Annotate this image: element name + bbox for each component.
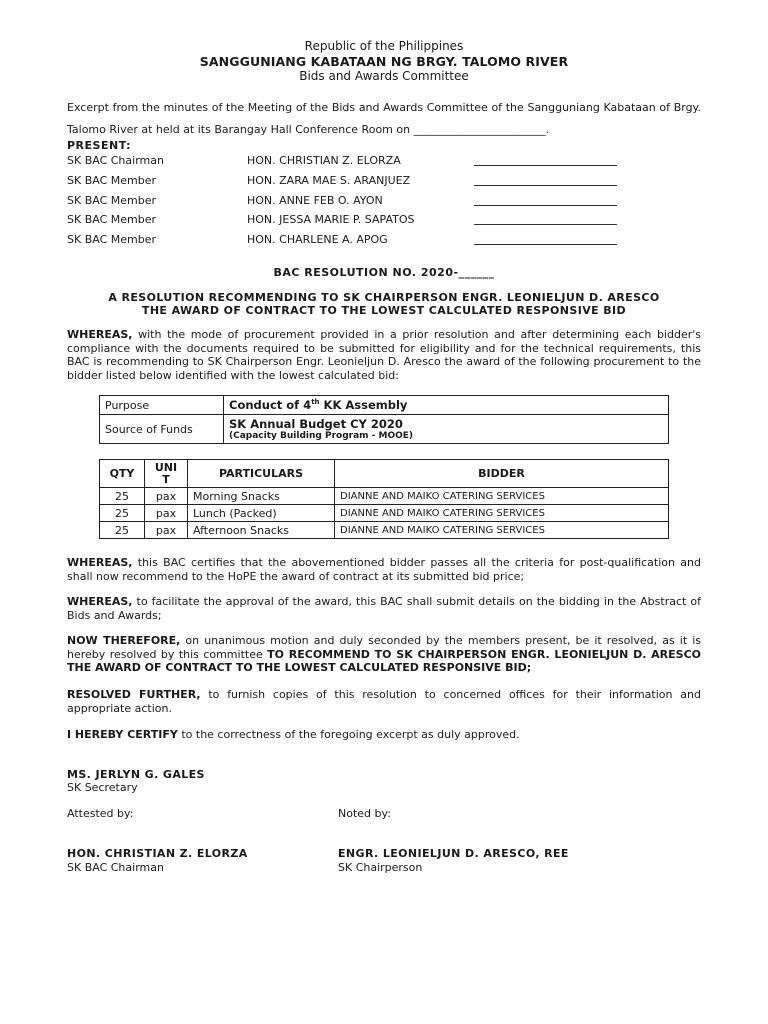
purpose-label: Purpose [100,396,224,415]
member-role: SK BAC Chairman [67,154,164,167]
member-name: HON. CHRISTIAN Z. ELORZA [247,154,401,167]
source-label: Source of Funds [100,415,224,444]
noter-role: SK Chairperson [338,861,423,874]
col-header-unit: UNI T [145,460,188,488]
noted-label: Noted by: [338,807,391,820]
signature-line [474,244,617,245]
whereas-paragraph-2 [67,556,701,583]
table-row [100,522,669,539]
member-name: HON. JESSA MARIE P. SAPATOS [247,213,415,226]
member-role: SK BAC Member [67,174,156,187]
cell-bidder: DIANNE AND MAIKO CATERING SERVICES [335,488,669,505]
cell-unit: pax [145,505,188,522]
source-value-text: SK Annual Budget CY 2020 [229,417,403,431]
purpose-row [100,396,669,415]
member-role: SK BAC Member [67,233,156,246]
member-name: HON. ANNE FEB O. AYON [247,194,383,207]
certify-text: to the correctness of the foregoing excerpt as duly approved. [177,728,520,741]
present-member-row [67,174,627,190]
present-member-row [67,154,627,170]
present-member-row [67,213,627,229]
table-row [100,488,669,505]
present-member-row [67,194,627,210]
cell-particulars: Lunch (Packed) [188,505,335,522]
present-member-row [67,233,627,249]
member-name: HON. CHARLENE A. APOG [247,233,388,246]
whereas-text: to facilitate the approval of the award, this BAC shall submit details on the bidding in the Abstract of Bids and Awards; [67,595,701,622]
signature-line [474,185,617,186]
header-committee: Bids and Awards Committee [299,69,469,83]
source-value [224,415,669,444]
signature-line [474,224,617,225]
items-header-row [100,460,669,488]
cell-qty: 25 [100,505,145,522]
header-country: Republic of the Philippines [304,39,464,53]
cell-qty: 25 [100,488,145,505]
signature-line [474,205,617,206]
purpose-value-text-end: KK Assembly [319,398,408,412]
whereas-text: this BAC certifies that the abovementioned bidder passes all the criteria for post-qualification and shall now recommend to the HoPE the award of contract at its submitted bid price; [67,556,701,583]
now-therefore-text: on unanimous motion and duly seconded by the members present, be it resolved, as it is hereby resolved by this committee [67,634,701,661]
purpose-table [99,395,669,444]
cell-unit: pax [145,522,188,539]
cell-bidder: DIANNE AND MAIKO CATERING SERVICES [335,522,669,539]
col-header-particulars: PARTICULARS [188,460,335,488]
col-header-bidder: BIDDER [335,460,669,488]
member-name: HON. ZARA MAE S. ARANJUEZ [247,174,411,187]
items-table [99,459,669,539]
purpose-value-text: Conduct of 4 [229,398,312,412]
member-role: SK BAC Member [67,213,156,226]
resolution-title-line2: THE AWARD OF CONTRACT TO THE LOWEST CALCULATED RESPONSIVE BID [141,304,627,317]
certify-lead: I HEREBY CERTIFY [67,728,178,741]
resolved-further-paragraph [67,688,701,715]
resolved-further-lead: RESOLVED FURTHER, [67,688,201,701]
secretary-role: SK Secretary [67,781,138,794]
resolution-title-line1: A RESOLUTION RECOMMENDING TO SK CHAIRPERSON ENGR. LEONIELJUN D. ARESCO [108,291,660,304]
resolved-further-text: to furnish copies of this resolution to concerned offices for their information and appropriate action. [67,688,701,715]
source-value-sub: (Capacity Building Program - MOOE) [229,431,414,441]
whereas-lead: WHEREAS, [67,595,133,608]
now-therefore-bold: TO RECOMMEND TO SK CHAIRPERSON ENGR. LEONIELJUN D. ARESCO THE AWARD OF CONTRACT TO THE LOWEST CALCULATED RESPONSIVE BID; [67,647,702,674]
cell-qty: 25 [100,522,145,539]
present-label: PRESENT: [67,139,131,152]
attested-label: Attested by: [67,807,134,820]
intro-paragraph: Excerpt from the minutes of the Meeting of the Bids and Awards Committee of the Sangguniang Kabataan of Brgy. Talomo River at held at its Barangay Hall Conference Room on ________________________. [67,101,701,136]
cell-unit: pax [145,488,188,505]
cell-particulars: Afternoon Snacks [188,522,335,539]
header-organization: SANGGUNIANG KABATAAN NG BRGY. TALOMO RIVER [199,54,569,69]
secretary-name: MS. JERLYN G. GALES [67,768,205,781]
purpose-value-sup: th [311,398,320,407]
col-header-qty: QTY [100,460,145,488]
whereas-lead: WHEREAS, [67,556,133,569]
source-row [100,415,669,444]
member-role: SK BAC Member [67,194,156,207]
certify-paragraph [67,728,701,742]
cell-particulars: Morning Snacks [188,488,335,505]
table-row [100,505,669,522]
resolution-title [0,291,768,317]
whereas-paragraph-3 [67,595,701,622]
attester-name: HON. CHRISTIAN Z. ELORZA [67,847,248,860]
attester-role: SK BAC Chairman [67,861,164,874]
signature-line [474,165,617,166]
now-therefore-lead: NOW THEREFORE, [67,634,181,647]
whereas-text: with the mode of procurement provided in a prior resolution and after determining each bidder's compliance with the documents required to be submitted for eligibility and for the technical requirements, this BAC is recommending to SK Chairperson Engr. Leonieljun D. Aresco the award of the following procurement to the bidder listed below identified with the lowest calculated bid: [67,328,701,382]
whereas-paragraph-1 [67,328,701,382]
now-therefore-paragraph [67,634,701,675]
noter-name: ENGR. LEONIELJUN D. ARESCO, REE [338,847,569,860]
whereas-lead: WHEREAS, [67,328,133,341]
resolution-number: BAC RESOLUTION NO. 2020-______ [273,266,495,279]
cell-bidder: DIANNE AND MAIKO CATERING SERVICES [335,505,669,522]
purpose-value [224,396,669,415]
